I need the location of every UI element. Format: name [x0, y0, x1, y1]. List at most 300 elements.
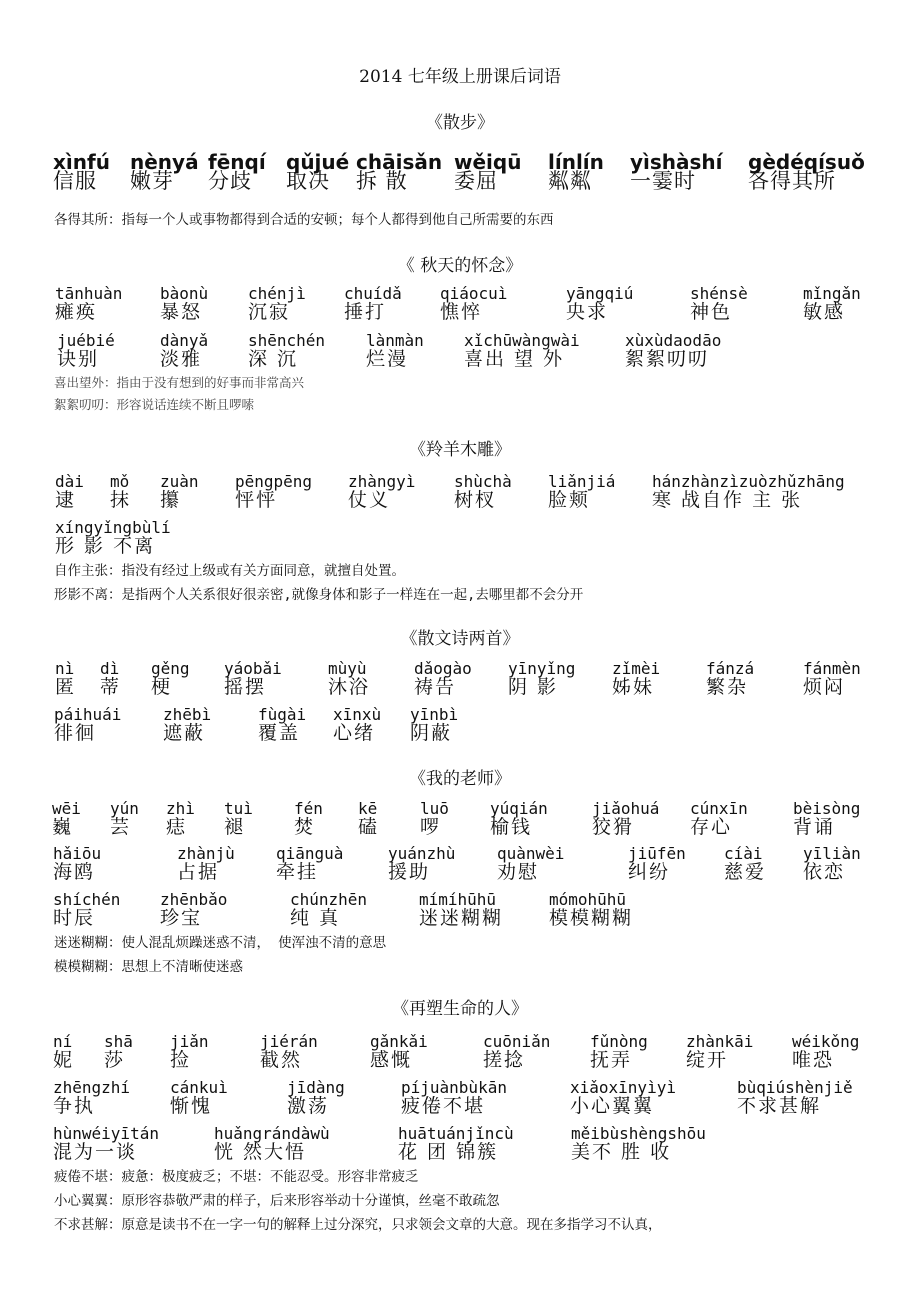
hanzi: 海鸥: [53, 861, 96, 883]
pinyin: zhì: [166, 799, 195, 818]
hanzi: 模模糊糊: [549, 907, 634, 929]
definition-line: 絮絮叨叨：形容说话连续不断且啰嗦: [54, 397, 255, 412]
hanzi: 蒂: [100, 676, 122, 698]
pinyin: quànwèi: [497, 844, 565, 863]
vocab-word: [414, 661, 472, 697]
pinyin: zuàn: [160, 472, 199, 491]
vocab-word: [419, 892, 503, 928]
vocab-row: [0, 707, 920, 753]
vocab-word: [612, 661, 660, 697]
vocab-word: [483, 1034, 550, 1070]
pinyin: bàonù: [160, 284, 209, 303]
vocab-word: [508, 661, 575, 697]
vocab-word: [803, 661, 861, 697]
hanzi: 敏感: [803, 301, 846, 323]
hanzi: 心绪: [333, 722, 376, 744]
hanzi: 绽开: [686, 1049, 729, 1071]
hanzi: 珍宝: [160, 907, 203, 929]
vocab-word: [548, 152, 604, 192]
pinyin: jiérán: [260, 1032, 318, 1051]
vocab-word: [549, 892, 633, 928]
vocab-word: [57, 333, 115, 369]
vocab-word: [214, 1126, 330, 1162]
section-title: 《我的老师》: [409, 769, 511, 789]
vocab-word: [160, 892, 227, 928]
pinyin: xiǎoxīnyìyì: [570, 1078, 676, 1097]
hanzi: 央求: [566, 301, 609, 323]
vocab-word: [170, 1034, 209, 1070]
pinyin: fēnqí: [208, 150, 266, 174]
vocab-word: [177, 846, 235, 882]
vocab-word: [652, 474, 845, 510]
pinyin: páihuái: [54, 705, 122, 724]
hanzi: 淡雅: [160, 348, 203, 370]
vocab-word: [55, 661, 76, 697]
section-title: 《散步》: [426, 113, 494, 133]
hanzi: 截然: [260, 1049, 303, 1071]
hanzi: 恍 然大悟: [214, 1141, 307, 1163]
pinyin: yīliàn: [803, 844, 861, 863]
hanzi: 覆盖: [258, 722, 301, 744]
hanzi: 存心: [690, 816, 733, 838]
vocab-word: [55, 474, 84, 510]
hanzi: 分歧: [208, 169, 252, 193]
pinyin: fánmèn: [803, 659, 861, 678]
hanzi: 姊妹: [612, 676, 655, 698]
vocab-word: [130, 152, 199, 192]
pinyin: hánzhànzìzuòzhǔzhāng: [652, 472, 845, 491]
vocab-word: [224, 661, 282, 697]
hanzi: 匿: [55, 676, 77, 698]
pinyin: chénjì: [248, 284, 306, 303]
hanzi: 烦闷: [803, 676, 846, 698]
vocab-word: [328, 661, 370, 697]
definition-line: 迷迷糊糊：使人混乱烦躁迷惑不清， 使浑浊不清的意思: [54, 935, 387, 951]
hanzi: 抹: [110, 489, 132, 511]
vocab-word: [410, 707, 458, 743]
pinyin: fánzá: [706, 659, 755, 678]
definition-line: 喜出望外：指由于没有想到的好事而非常高兴: [54, 375, 305, 390]
vocab-word: [286, 152, 349, 192]
hanzi: 依恋: [803, 861, 846, 883]
pinyin: qiáocuì: [440, 284, 508, 303]
pinyin: nì: [55, 659, 75, 678]
hanzi: 遮蔽: [163, 722, 206, 744]
hanzi: 美不 胜 收: [571, 1141, 672, 1163]
pinyin: jiūfēn: [628, 844, 686, 863]
pinyin: cíài: [724, 844, 763, 863]
pinyin: wěiqū: [454, 150, 522, 174]
vocab-word: [52, 801, 81, 837]
pinyin: shēnchén: [248, 331, 326, 350]
pinyin: dànyǎ: [160, 331, 209, 350]
vocab-word: [792, 1034, 859, 1070]
pinyin: gèdéqísuǒ: [748, 150, 865, 174]
vocab-word: [276, 846, 343, 882]
pinyin: píjuànbùkān: [401, 1078, 507, 1097]
pinyin: mómohūhū: [549, 890, 627, 909]
hanzi: 争执: [53, 1095, 96, 1117]
vocab-word: [53, 152, 110, 192]
pinyin: tānhuàn: [55, 284, 123, 303]
pinyin: kē: [358, 799, 378, 818]
vocab-word: [294, 801, 323, 837]
vocab-word: [420, 801, 449, 837]
vocab-word: [166, 801, 195, 837]
hanzi: 繁杂: [706, 676, 749, 698]
vocab-row: [0, 286, 920, 332]
definition-line: 形影不离：是指两个人关系很好很亲密,就像身体和影子一样连在一起,去哪里都不会分开: [54, 587, 584, 603]
pinyin: zǐmèi: [612, 659, 661, 678]
vocab-word: [592, 801, 659, 837]
hanzi: 沉寂: [248, 301, 291, 323]
vocab-word: [248, 333, 325, 369]
vocab-word: [290, 892, 367, 928]
pinyin: lànmàn: [366, 331, 424, 350]
definition-line: 各得其所：指每一个人或事物都得到合适的安顿；每个人都得到他自己所需要的东西: [54, 212, 554, 228]
hanzi: 痣: [166, 816, 188, 838]
pinyin: wēi: [52, 799, 81, 818]
vocab-row: [0, 152, 920, 198]
vocab-word: [571, 1126, 706, 1162]
pinyin: hǎiōu: [53, 844, 102, 863]
hanzi: 暴怒: [160, 301, 203, 323]
vocab-word: [160, 474, 199, 510]
vocab-word: [54, 707, 121, 743]
pinyin: mùyù: [328, 659, 367, 678]
vocab-word: [151, 661, 190, 697]
hanzi: 慈爱: [724, 861, 767, 883]
vocab-word: [170, 1080, 228, 1116]
pinyin: wéikǒng: [792, 1032, 860, 1051]
vocab-word: [737, 1080, 853, 1116]
pinyin: shíchén: [53, 890, 121, 909]
section-title: 《羚羊木雕》: [409, 440, 511, 460]
vocab-word: [287, 1080, 345, 1116]
hanzi: 捡: [170, 1049, 192, 1071]
pinyin: ní: [53, 1032, 73, 1051]
pinyin: dài: [55, 472, 84, 491]
hanzi: 攥: [160, 489, 182, 511]
definition-line: 自作主张：指没有经过上级或有关方面同意，就擅自处置。: [54, 563, 405, 579]
hanzi: 榆钱: [490, 816, 533, 838]
hanzi: 阴 影: [508, 676, 559, 698]
pinyin: yīnbì: [410, 705, 459, 724]
pinyin: zhēnbǎo: [160, 890, 228, 909]
hanzi: 褪: [224, 816, 246, 838]
section-title: 《再塑生命的人》: [392, 999, 528, 1019]
vocab-word: [690, 286, 748, 322]
pinyin: jiǎn: [170, 1032, 209, 1051]
pinyin: qǔjué: [286, 150, 350, 174]
pinyin: fén: [294, 799, 323, 818]
hanzi: 迷迷糊糊: [419, 907, 504, 929]
pinyin: jīdàng: [287, 1078, 345, 1097]
vocab-word: [690, 801, 748, 837]
pinyin: chāisǎn: [356, 150, 443, 174]
vocab-word: [104, 1034, 133, 1070]
hanzi: 一霎时: [630, 169, 696, 193]
hanzi: 形 影 不离: [55, 535, 156, 557]
hanzi: 阴蔽: [410, 722, 453, 744]
hanzi: 啰: [420, 816, 442, 838]
pinyin: tuì: [224, 799, 253, 818]
vocab-word: [55, 286, 122, 322]
hanzi: 混为一谈: [53, 1141, 138, 1163]
vocab-word: [748, 152, 865, 192]
pinyin: xùxùdaodāo: [625, 331, 722, 350]
pinyin: bùqiúshènjiě: [737, 1078, 853, 1097]
vocab-word: [356, 152, 442, 192]
hanzi: 磕: [358, 816, 380, 838]
vocab-word: [53, 1080, 130, 1116]
hanzi: 不求甚解: [737, 1095, 822, 1117]
pinyin: xīnxù: [333, 705, 382, 724]
section-title: 《散文诗两首》: [400, 629, 520, 649]
vocab-word: [706, 661, 754, 697]
vocab-word: [388, 846, 455, 882]
hanzi: 捶打: [344, 301, 387, 323]
pinyin: dǎogào: [414, 659, 472, 678]
vocab-word: [258, 707, 306, 743]
vocab-word: [548, 474, 615, 510]
hanzi: 时辰: [53, 907, 96, 929]
vocab-word: [454, 152, 521, 192]
pinyin: luō: [420, 799, 449, 818]
hanzi: 激荡: [287, 1095, 330, 1117]
pinyin: jiǎohuá: [592, 799, 660, 818]
vocab-word: [235, 474, 312, 510]
hanzi: 梗: [151, 676, 173, 698]
hanzi: 莎: [104, 1049, 126, 1071]
hanzi: 占据: [177, 861, 220, 883]
hanzi: 委屈: [454, 169, 498, 193]
pinyin: yuánzhù: [388, 844, 456, 863]
vocab-word: [401, 1080, 507, 1116]
pinyin: chuídǎ: [344, 284, 402, 303]
vocab-word: [224, 801, 253, 837]
hanzi: 寒 战自作 主 张: [652, 489, 803, 511]
pinyin: juébié: [57, 331, 115, 350]
pinyin: gǎnkǎi: [370, 1032, 428, 1051]
hanzi: 瘫痪: [55, 301, 98, 323]
definition-line: 不求甚解：原意是读书不在一字一句的解释上过分深究，只求领会文章的大意。现在多指学习不认真，: [54, 1217, 662, 1233]
vocab-word: [248, 286, 306, 322]
vocab-word: [160, 333, 208, 369]
pinyin: yáobǎi: [224, 659, 282, 678]
hanzi: 唯恐: [792, 1049, 835, 1071]
pinyin: línlín: [548, 150, 604, 174]
hanzi: 芸: [110, 816, 132, 838]
vocab-word: [366, 333, 424, 369]
pinyin: yīnyǐng: [508, 659, 576, 678]
definition-line: 疲倦不堪：疲惫：极度疲乏；不堪：不能忍受。形容非常疲乏: [54, 1169, 419, 1185]
pinyin: liǎnjiá: [548, 472, 616, 491]
hanzi: 搓捻: [483, 1049, 526, 1071]
vocab-row: [0, 520, 920, 566]
vocab-word: [625, 333, 721, 369]
pinyin: zhēbì: [163, 705, 212, 724]
hanzi: 妮: [53, 1049, 75, 1071]
vocab-word: [344, 286, 402, 322]
definition-line: 模模糊糊：思想上不清晰使迷惑: [54, 959, 243, 975]
vocab-word: [490, 801, 548, 837]
hanzi: 神色: [690, 301, 733, 323]
vocab-row: [0, 1034, 920, 1080]
hanzi: 狡猾: [592, 816, 635, 838]
hanzi: 憔悴: [440, 301, 483, 323]
hanzi: 沐浴: [328, 676, 371, 698]
hanzi: 疲倦不堪: [401, 1095, 486, 1117]
vocab-word: [260, 1034, 318, 1070]
pinyin: huātuánjǐncù: [398, 1124, 514, 1143]
vocab-word: [440, 286, 507, 322]
hanzi: 徘徊: [54, 722, 97, 744]
hanzi: 拆 散: [356, 169, 408, 193]
pinyin: mǒ: [110, 472, 130, 491]
hanzi: 牵挂: [276, 861, 319, 883]
vocab-row: [0, 474, 920, 520]
pinyin: mímíhūhū: [419, 890, 497, 909]
hanzi: 劝慰: [497, 861, 540, 883]
pinyin: xǐchūwàngwài: [464, 331, 580, 350]
hanzi: 怦怦: [235, 489, 278, 511]
pinyin: pēngpēng: [235, 472, 313, 491]
hanzi: 脸颊: [548, 489, 591, 511]
pinyin: bèisòng: [793, 799, 861, 818]
hanzi: 取决: [286, 169, 330, 193]
hanzi: 烂漫: [366, 348, 409, 370]
pinyin: zhēngzhí: [53, 1078, 131, 1097]
vocab-row: [0, 892, 920, 938]
vocab-word: [348, 474, 415, 510]
pinyin: fǔnòng: [590, 1032, 648, 1051]
pinyin: fùgài: [258, 705, 307, 724]
pinyin: qiānguà: [276, 844, 344, 863]
hanzi: 纠纷: [628, 861, 671, 883]
vocab-word: [53, 892, 120, 928]
pinyin: shā: [104, 1032, 133, 1051]
pinyin: shùchà: [454, 472, 512, 491]
hanzi: 粼粼: [548, 169, 592, 193]
vocab-row: [0, 333, 920, 379]
pinyin: hùnwéiyītán: [53, 1124, 159, 1143]
vocab-word: [53, 846, 101, 882]
pinyin: dì: [100, 659, 120, 678]
vocab-word: [370, 1034, 428, 1070]
pinyin: nènyá: [130, 150, 199, 174]
pinyin: shénsè: [690, 284, 748, 303]
vocab-word: [398, 1126, 514, 1162]
pinyin: zhànkāi: [686, 1032, 754, 1051]
hanzi: 絮絮叨叨: [625, 348, 710, 370]
pinyin: zhànjù: [177, 844, 235, 863]
vocab-word: [208, 152, 266, 192]
pinyin: huǎngrándàwù: [214, 1124, 330, 1143]
vocab-word: [793, 801, 860, 837]
vocab-word: [803, 286, 861, 322]
hanzi: 喜出 望 外: [464, 348, 565, 370]
hanzi: 信服: [53, 169, 97, 193]
pinyin: chúnzhēn: [290, 890, 368, 909]
vocab-word: [358, 801, 379, 837]
vocab-word: [686, 1034, 753, 1070]
vocab-word: [55, 520, 171, 556]
vocab-word: [464, 333, 580, 369]
vocab-word: [803, 846, 861, 882]
hanzi: 仗义: [348, 489, 391, 511]
pinyin: měibùshèngshōu: [571, 1124, 706, 1143]
vocab-row: [0, 801, 920, 847]
vocab-word: [163, 707, 211, 743]
hanzi: 摇摆: [224, 676, 267, 698]
hanzi: 小心翼翼: [570, 1095, 655, 1117]
vocab-word: [628, 846, 686, 882]
vocab-row: [0, 661, 920, 707]
hanzi: 抚弄: [590, 1049, 633, 1071]
vocab-row: [0, 846, 920, 892]
vocab-row: [0, 1080, 920, 1126]
pinyin: gěng: [151, 659, 190, 678]
hanzi: 树杈: [454, 489, 497, 511]
hanzi: 花 团 锦簇: [398, 1141, 499, 1163]
pinyin: yún: [110, 799, 139, 818]
pinyin: cánkuì: [170, 1078, 228, 1097]
hanzi: 纯 真: [290, 907, 341, 929]
pinyin: cuōniǎn: [483, 1032, 551, 1051]
pinyin: yìshàshí: [630, 150, 723, 174]
pinyin: zhàngyì: [348, 472, 416, 491]
pinyin: xíngyǐngbùlí: [55, 518, 171, 537]
document-title: 2014 七年级上册课后词语: [359, 67, 561, 87]
hanzi: 焚: [294, 816, 316, 838]
pinyin: cúnxīn: [690, 799, 748, 818]
hanzi: 逮: [55, 489, 77, 511]
vocab-word: [53, 1126, 159, 1162]
hanzi: 诀别: [57, 348, 100, 370]
vocab-word: [454, 474, 512, 510]
section-title: 《 秋天的怀念》: [397, 256, 523, 276]
vocab-word: [110, 801, 139, 837]
vocab-word: [110, 474, 131, 510]
vocab-word: [497, 846, 564, 882]
definition-line: 小心翼翼：原形容恭敬严肃的样子，后来形容举动十分谨慎，丝毫不敢疏忽: [54, 1193, 500, 1209]
vocab-word: [160, 286, 208, 322]
hanzi: 嫩芽: [130, 169, 174, 193]
hanzi: 惭愧: [170, 1095, 213, 1117]
pinyin: yāngqiú: [566, 284, 634, 303]
vocab-word: [590, 1034, 648, 1070]
vocab-row: [0, 1126, 920, 1172]
vocab-word: [566, 286, 633, 322]
pinyin: xìnfú: [53, 150, 110, 174]
hanzi: 祷告: [414, 676, 457, 698]
vocab-word: [333, 707, 381, 743]
hanzi: 巍: [52, 816, 74, 838]
hanzi: 背诵: [793, 816, 836, 838]
pinyin: yúqián: [490, 799, 548, 818]
hanzi: 援助: [388, 861, 431, 883]
vocab-word: [630, 152, 723, 192]
vocab-word: [724, 846, 766, 882]
hanzi: 各得其所: [748, 169, 836, 193]
pinyin: mǐngǎn: [803, 284, 861, 303]
vocab-word: [100, 661, 121, 697]
vocab-word: [53, 1034, 74, 1070]
hanzi: 感慨: [370, 1049, 413, 1071]
vocab-word: [570, 1080, 676, 1116]
hanzi: 深 沉: [248, 348, 299, 370]
